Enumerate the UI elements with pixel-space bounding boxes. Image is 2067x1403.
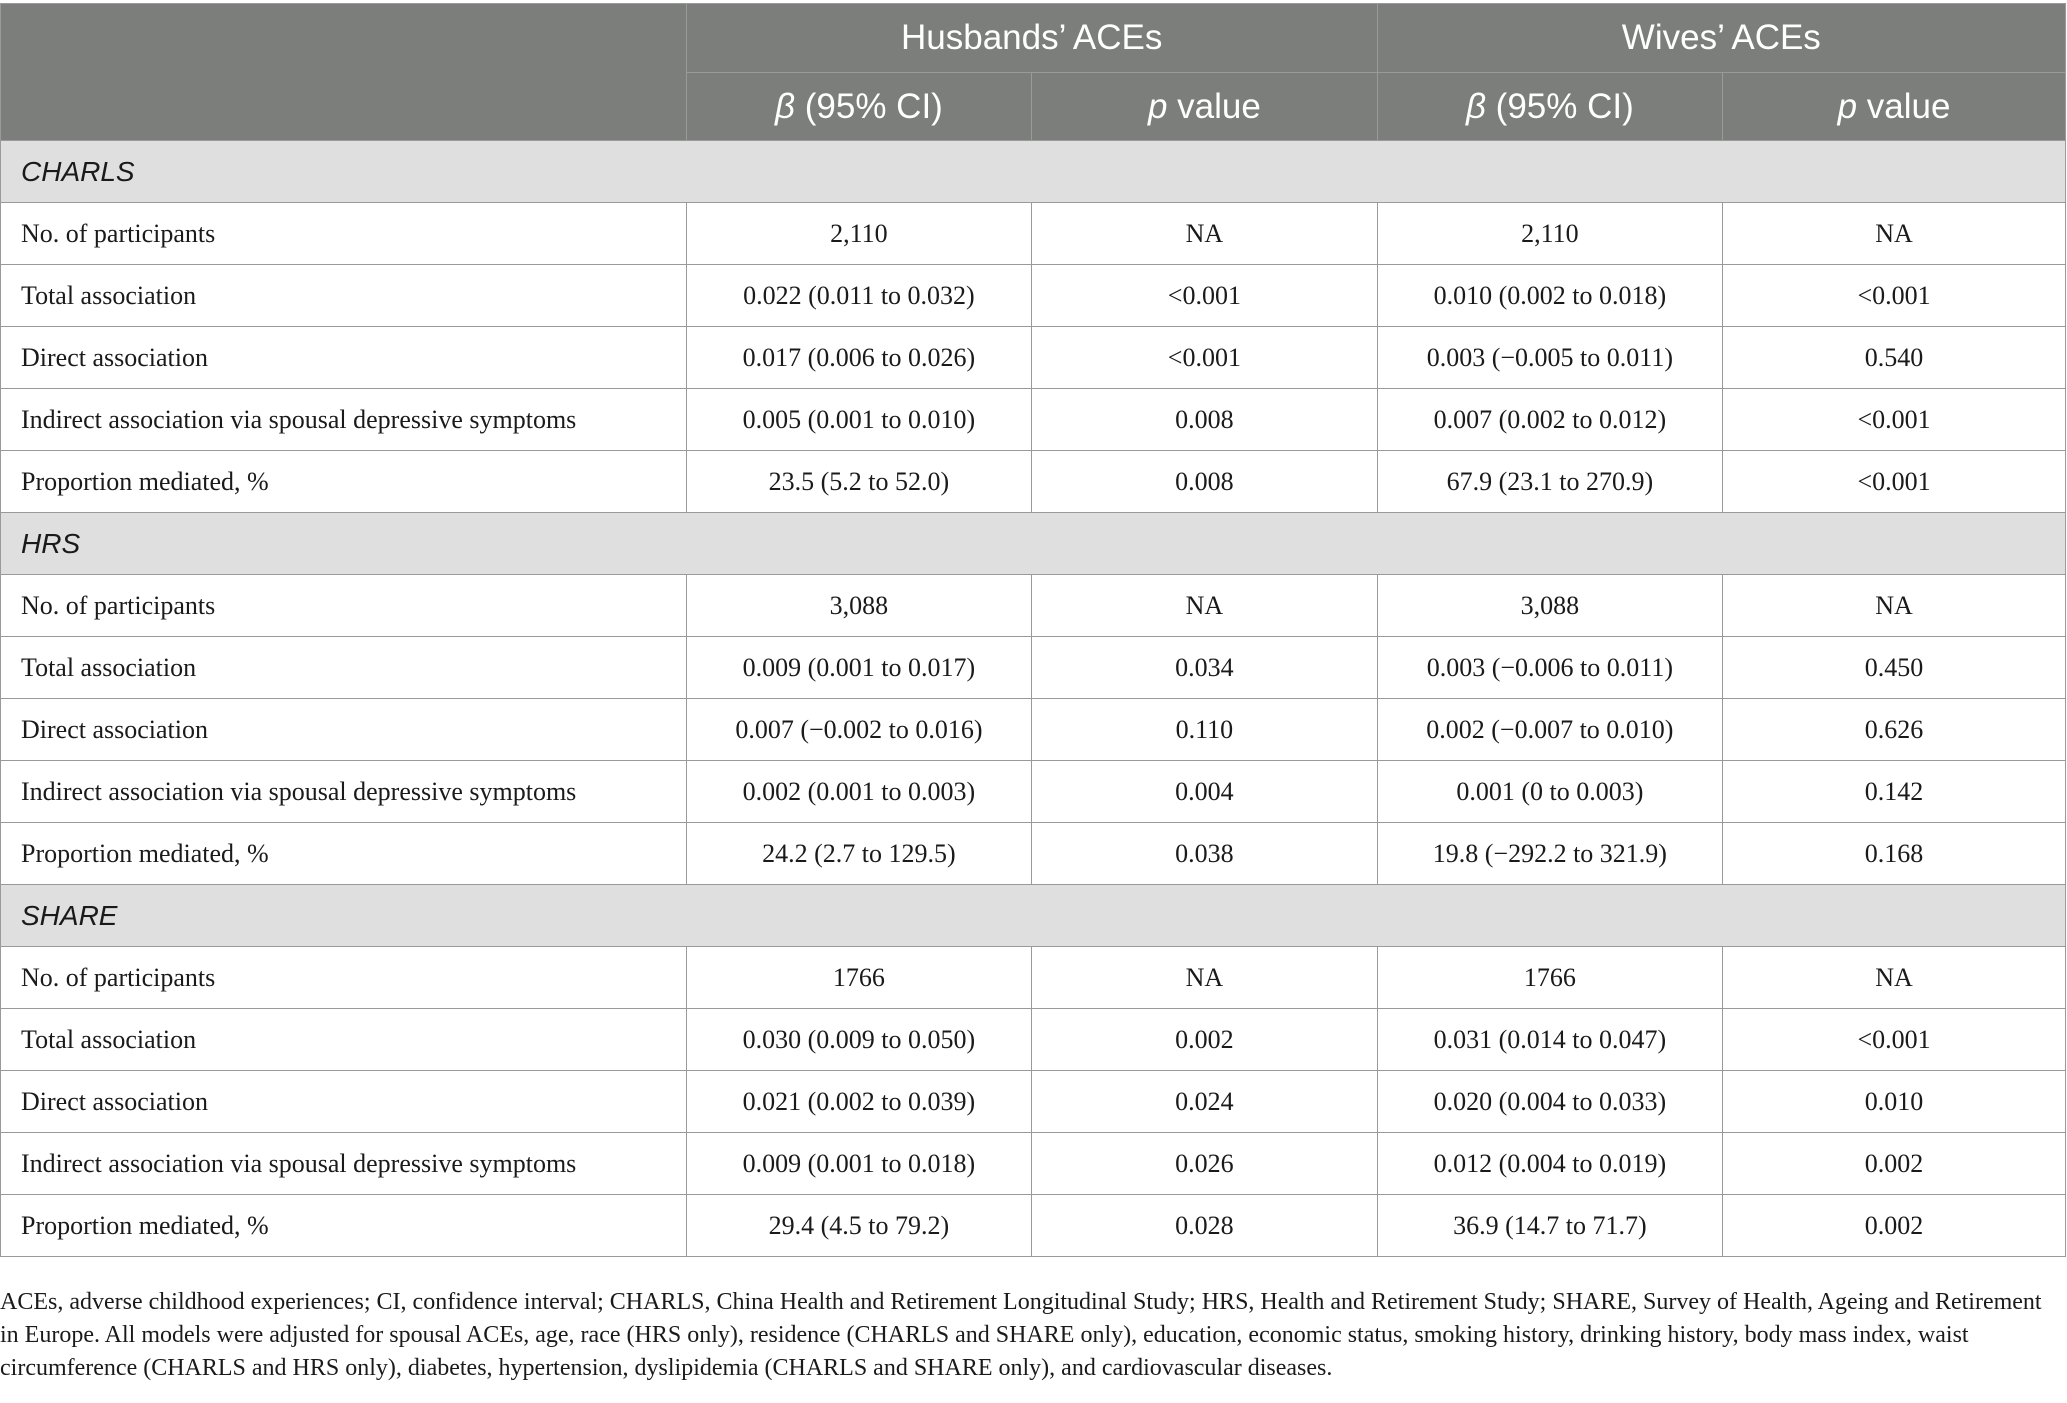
husbands-beta-cell: 0.030 (0.009 to 0.050) <box>686 1009 1031 1071</box>
table-row <box>1 699 2066 761</box>
wives-beta-cell: 2,110 <box>1377 203 1722 265</box>
section-header-hrs: HRS <box>1 513 2066 575</box>
husbands-beta-cell: 0.007 (−0.002 to 0.016) <box>686 699 1031 761</box>
table-footnote: ACEs, adverse childhood experiences; CI, confidence interval; CHARLS, China Health and Retirement Longitudinal Study; HRS, Health and Retirement Study; SHARE, Survey of Health, Ageing and Retirement in Europe. All models were adjusted for spousal ACEs, age, race (HRS only), residence (CHARLS and SHARE only), education, economic status, smoking history, drinking history, body mass index, waist circumference (CHARLS and HRS only), diabetes, hypertension, dyslipidemia (CHARLS and SHARE only), and cardiovascular diseases. <box>0 1289 2042 1381</box>
beta-label: (95% CI) <box>1485 86 1634 126</box>
husbands-p-cell: 0.002 <box>1032 1009 1377 1071</box>
row-label: Proportion mediated, % <box>1 451 687 513</box>
husbands-p-cell: 0.038 <box>1032 823 1377 885</box>
wives-beta-cell: 0.001 (0 to 0.003) <box>1377 761 1722 823</box>
row-label: Indirect association via spousal depressive symptoms <box>1 389 687 451</box>
wives-p-cell: 0.450 <box>1723 637 2066 699</box>
header-husbands-beta <box>686 73 1031 141</box>
p-label: value <box>1167 86 1261 126</box>
beta-symbol: β <box>1465 86 1486 126</box>
row-label: Total association <box>1 1009 687 1071</box>
husbands-beta-cell: 2,110 <box>686 203 1031 265</box>
header-empty-cell <box>1 4 687 141</box>
wives-beta-cell: 0.020 (0.004 to 0.033) <box>1377 1071 1722 1133</box>
husbands-p-cell: 0.004 <box>1032 761 1377 823</box>
table-row <box>1 637 2066 699</box>
wives-p-cell: <0.001 <box>1723 451 2066 513</box>
husbands-beta-cell: 0.022 (0.011 to 0.032) <box>686 265 1031 327</box>
p-symbol: p <box>1147 86 1168 126</box>
table-row <box>1 451 2066 513</box>
husbands-p-cell: 0.024 <box>1032 1071 1377 1133</box>
wives-beta-cell: 0.007 (0.002 to 0.012) <box>1377 389 1722 451</box>
wives-beta-cell: 3,088 <box>1377 575 1722 637</box>
husbands-beta-cell: 0.005 (0.001 to 0.010) <box>686 389 1031 451</box>
husbands-beta-cell: 0.002 (0.001 to 0.003) <box>686 761 1031 823</box>
husbands-p-cell: 0.110 <box>1032 699 1377 761</box>
row-label: Proportion mediated, % <box>1 1195 687 1257</box>
row-label: Direct association <box>1 699 687 761</box>
wives-p-cell: <0.001 <box>1723 1009 2066 1071</box>
wives-beta-cell: 0.003 (−0.006 to 0.011) <box>1377 637 1722 699</box>
wives-p-cell: 0.142 <box>1723 761 2066 823</box>
header-wives-aces: Wives’ ACEs <box>1377 4 2065 73</box>
husbands-p-cell: <0.001 <box>1032 327 1377 389</box>
table-row <box>1 327 2066 389</box>
table-row <box>1 1133 2066 1195</box>
row-label: Total association <box>1 637 687 699</box>
husbands-p-cell: NA <box>1032 203 1377 265</box>
husbands-beta-cell: 23.5 (5.2 to 52.0) <box>686 451 1031 513</box>
row-label: Total association <box>1 265 687 327</box>
row-label: Indirect association via spousal depressive symptoms <box>1 761 687 823</box>
table-row <box>1 823 2066 885</box>
row-label: No. of participants <box>1 947 687 1009</box>
row-label: No. of participants <box>1 575 687 637</box>
wives-p-cell: 0.002 <box>1723 1133 2066 1195</box>
table-row <box>1 1009 2066 1071</box>
wives-beta-cell: 0.031 (0.014 to 0.047) <box>1377 1009 1722 1071</box>
row-label: Indirect association via spousal depressive symptoms <box>1 1133 687 1195</box>
table-row <box>1 947 2066 1009</box>
table-row <box>1 575 2066 637</box>
beta-symbol: β <box>775 86 796 126</box>
wives-p-cell: 0.168 <box>1723 823 2066 885</box>
table-row <box>1 389 2066 451</box>
wives-beta-cell: 0.003 (−0.005 to 0.011) <box>1377 327 1722 389</box>
husbands-p-cell: 0.028 <box>1032 1195 1377 1257</box>
row-label: Direct association <box>1 327 687 389</box>
wives-beta-cell: 0.012 (0.004 to 0.019) <box>1377 1133 1722 1195</box>
wives-p-cell: NA <box>1723 203 2066 265</box>
husbands-p-cell: <0.001 <box>1032 265 1377 327</box>
wives-p-cell: 0.540 <box>1723 327 2066 389</box>
wives-beta-cell: 1766 <box>1377 947 1722 1009</box>
husbands-p-cell: NA <box>1032 575 1377 637</box>
row-label: No. of participants <box>1 203 687 265</box>
wives-p-cell: NA <box>1723 947 2066 1009</box>
row-label: Direct association <box>1 1071 687 1133</box>
wives-beta-cell: 19.8 (−292.2 to 321.9) <box>1377 823 1722 885</box>
header-wives-beta <box>1377 73 1722 141</box>
beta-label: (95% CI) <box>795 86 943 126</box>
wives-p-cell: <0.001 <box>1723 265 2066 327</box>
husbands-beta-cell: 0.009 (0.001 to 0.017) <box>686 637 1031 699</box>
husbands-p-cell: 0.034 <box>1032 637 1377 699</box>
husbands-beta-cell: 0.021 (0.002 to 0.039) <box>686 1071 1031 1133</box>
husbands-p-cell: 0.008 <box>1032 389 1377 451</box>
wives-beta-cell: 0.010 (0.002 to 0.018) <box>1377 265 1722 327</box>
husbands-beta-cell: 3,088 <box>686 575 1031 637</box>
table-row <box>1 761 2066 823</box>
wives-p-cell: 0.626 <box>1723 699 2066 761</box>
table-row <box>1 265 2066 327</box>
wives-p-cell: 0.010 <box>1723 1071 2066 1133</box>
husbands-p-cell: 0.008 <box>1032 451 1377 513</box>
wives-p-cell: <0.001 <box>1723 389 2066 451</box>
header-husbands-p <box>1032 73 1377 141</box>
table-row <box>1 203 2066 265</box>
header-husbands-aces: Husbands’ ACEs <box>686 4 1377 73</box>
husbands-beta-cell: 24.2 (2.7 to 129.5) <box>686 823 1031 885</box>
husbands-p-cell: 0.026 <box>1032 1133 1377 1195</box>
wives-beta-cell: 0.002 (−0.007 to 0.010) <box>1377 699 1722 761</box>
row-label: Proportion mediated, % <box>1 823 687 885</box>
results-table <box>0 3 2066 1257</box>
table-row <box>1 1071 2066 1133</box>
wives-p-cell: NA <box>1723 575 2066 637</box>
husbands-p-cell: NA <box>1032 947 1377 1009</box>
table-row <box>1 1195 2066 1257</box>
husbands-beta-cell: 0.017 (0.006 to 0.026) <box>686 327 1031 389</box>
section-header-charls: CHARLS <box>1 141 2066 203</box>
header-wives-p <box>1723 73 2066 141</box>
husbands-beta-cell: 1766 <box>686 947 1031 1009</box>
husbands-beta-cell: 0.009 (0.001 to 0.018) <box>686 1133 1031 1195</box>
section-header-share: SHARE <box>1 885 2066 947</box>
p-symbol: p <box>1837 86 1858 126</box>
husbands-beta-cell: 29.4 (4.5 to 79.2) <box>686 1195 1031 1257</box>
p-label: value <box>1857 86 1951 126</box>
wives-beta-cell: 67.9 (23.1 to 270.9) <box>1377 451 1722 513</box>
wives-p-cell: 0.002 <box>1723 1195 2066 1257</box>
wives-beta-cell: 36.9 (14.7 to 71.7) <box>1377 1195 1722 1257</box>
